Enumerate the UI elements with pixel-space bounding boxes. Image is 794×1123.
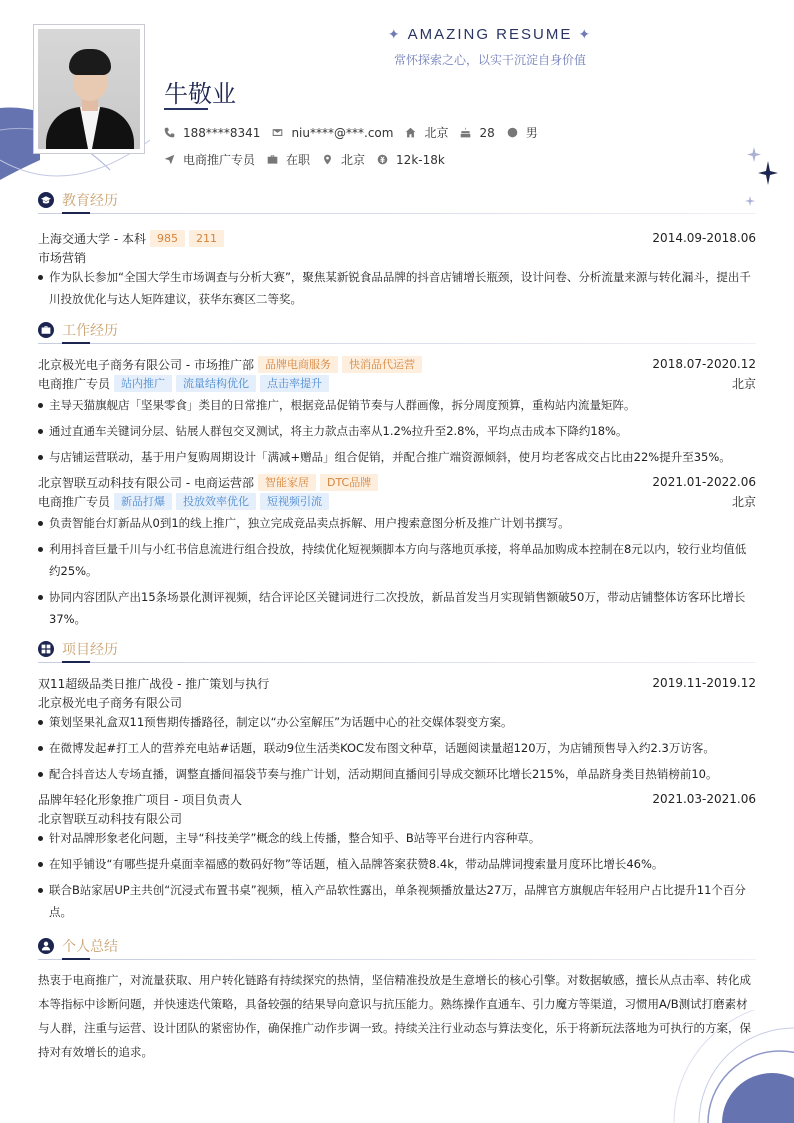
project-bullets [38, 711, 756, 785]
list-item: 策划坚果礼盒双11预售期传播路径，制定以“办公室解压”为话题中心的社交媒体裂变方案。 [38, 711, 756, 733]
person-icon [38, 938, 54, 954]
hometown-info: 北京 [405, 124, 448, 141]
resume-banner [380, 26, 600, 68]
work-entry [38, 472, 756, 630]
home-icon [405, 127, 416, 138]
section-title-summary: 个人总结 [62, 939, 118, 955]
company-tag: 快消品代运营 [342, 356, 422, 373]
expected-salary-info: 12k-18k [377, 153, 445, 167]
grid-icon [38, 641, 54, 657]
school-tag: 211 [189, 230, 224, 247]
section-divider [38, 212, 756, 216]
job-intent-row [164, 151, 457, 168]
list-item: 利用抖音巨量千川与小红书信息流进行组合投放，持续优化短视频脚本方向与落地页承接，将单品加购成本控制在8元以内，较行业均值低约25%。 [38, 538, 756, 582]
section-divider [38, 661, 756, 665]
list-item: 配合抖音达人专场直播，调整直播间福袋节奏与推广计划，活动期间直播间引导成交额环比增长215%，单品跻身类目热销榜前10。 [38, 763, 756, 785]
briefcase-icon [38, 322, 54, 338]
cake-icon [460, 127, 471, 138]
education-bullets [38, 266, 756, 310]
work-bullets [38, 512, 756, 630]
work-date: 2018.07-2020.12 [652, 357, 756, 371]
list-item: 联合B站家居UP主共创“沉浸式布置书桌”视频，植入产品软性露出，单条视频播放量达27万，品牌官方旗舰店年轻用户占比提升11个百分点。 [38, 879, 756, 923]
location-pin-icon [322, 154, 333, 165]
job-status-info: 在职 [267, 151, 310, 168]
major: 市场营销 [38, 250, 87, 265]
job-role: 电商推广专员 [38, 376, 111, 391]
banner-title: AMAZING RESUME [407, 26, 573, 43]
skill-tag: 新品打爆 [114, 493, 172, 510]
list-item: 协同内容团队产出15条场景化测评视频，结合评论区关键词进行二次投放，新品首发当月实现销售额破50万，带动店铺整体访客环比增长37%。 [38, 586, 756, 630]
project-date: 2019.11-2019.12 [652, 676, 756, 690]
list-item: 作为队长参加“全国大学生市场调查与分析大赛”，聚焦某新锐食品品牌的抖音店铺增长瓶颈，设计问卷、分析流量来源与转化漏斗，提出千川投放优化与达人矩阵建议，获华东赛区二等奖。 [38, 266, 756, 310]
company-tag: 智能家居 [258, 474, 316, 491]
project-entry [38, 673, 756, 785]
project-entry [38, 789, 756, 923]
work-entry [38, 354, 756, 468]
project-company: 北京智联互动科技有限公司 [38, 811, 183, 826]
school-name: 上海交通大学 - 本科 [38, 231, 146, 246]
send-icon [164, 154, 175, 165]
skill-tag: 点击率提升 [260, 375, 329, 392]
project-company: 北京极光电子商务有限公司 [38, 695, 183, 710]
gender-icon [507, 127, 518, 138]
project-bullets [38, 827, 756, 923]
project-name: 品牌年轻化形象推广项目 - 项目负责人 [38, 792, 242, 807]
company-name: 北京智联互动科技有限公司 - 电商运营部 [38, 475, 254, 490]
list-item: 通过直通车关键词分层、钻展人群包交叉测试，将主力款点击率从1.2%拉升至2.8%，平均点击成本下降约18%。 [38, 420, 756, 442]
phone-icon [164, 127, 175, 138]
section-divider [38, 958, 756, 962]
education-section [38, 190, 756, 314]
work-city: 北京 [731, 376, 756, 391]
email-info: niu****@***.com [272, 126, 393, 140]
age-info: 28 [460, 126, 494, 140]
company-tag: DTC品牌 [320, 474, 378, 491]
work-bullets [38, 394, 756, 468]
company-name: 北京极光电子商务有限公司 - 市场推广部 [38, 357, 254, 372]
project-date: 2021.03-2021.06 [652, 792, 756, 806]
work-date: 2021.01-2022.06 [652, 475, 756, 489]
target-city-info: 北京 [322, 151, 365, 168]
profile-photo-frame [33, 24, 145, 154]
projects-section [38, 639, 756, 927]
gender-info: 男 [507, 124, 538, 141]
company-tag: 品牌电商服务 [258, 356, 338, 373]
job-role: 电商推广专员 [38, 494, 111, 509]
summary-section [38, 936, 756, 1064]
list-item: 与店铺运营联动，基于用户复购周期设计「满减+赠品」组合促销，并配合推广端资源倾斜，使月均老客成交占比由22%提升至35%。 [38, 446, 756, 468]
education-entry-header [38, 228, 756, 248]
education-date: 2014.09-2018.06 [652, 231, 756, 245]
section-title-projects: 项目经历 [62, 642, 118, 658]
project-name: 双11超级品类日推广战役 - 推广策划与执行 [38, 676, 270, 691]
list-item: 针对品牌形象老化问题，主导“科技美学”概念的线上传播，整合知乎、B站等平台进行内容种草。 [38, 827, 756, 849]
section-title-work: 工作经历 [62, 323, 118, 339]
sparkle-icon: ✦ [387, 26, 402, 42]
list-item: 负责智能台灯新品从0到1的线上推广，独立完成竞品卖点拆解、用户搜索意图分析及推广计划书撰写。 [38, 512, 756, 534]
candidate-name: 牛敬业 [164, 80, 236, 108]
work-city: 北京 [731, 494, 756, 509]
sparkle-icon: ✦ [578, 26, 593, 42]
summary-text: 热衷于电商推广，对流量获取、用户转化链路有持续探究的热情，坚信精准投放是生意增长的核心引擎。对数据敏感，擅长从点击率、转化成本等指标中诊断问题，并快速迭代策略，具备较强的结果导向意识与抗压能力。熟练操作直通车、引力魔方等渠道，习惯用A/B测试打磨素材与人群，注重与运营、设计团队的紧密协作，确保推广动作步调一致。持续关注行业动态与算法变化，乐于将新玩法落地为可执行的方案，保持对有效增长的追求。 [38, 973, 751, 1059]
target-position-info: 电商推广专员 [164, 151, 255, 168]
skill-tag: 流量结构优化 [176, 375, 256, 392]
graduation-cap-icon [38, 192, 54, 208]
school-tag: 985 [150, 230, 185, 247]
list-item: 在微博发起#打工人的营养充电站#话题，联动9位生活类KOC发布图文种草，话题阅读量超120万，为店铺预售导入约2.3万访客。 [38, 737, 756, 759]
banner-subtitle: 常怀探索之心，以实干沉淀自身价值 [393, 53, 586, 67]
skill-tag: 站内推广 [114, 375, 172, 392]
skill-tag: 投放效率优化 [176, 493, 256, 510]
phone-info: 188****8341 [164, 126, 260, 140]
list-item: 主导天猫旗舰店「坚果零食」类目的日常推广，根据竞品促销节奏与人群画像，拆分周度预算，重构站内流量矩阵。 [38, 394, 756, 416]
name-underline [164, 108, 208, 110]
profile-photo [38, 29, 140, 149]
salary-icon [377, 154, 388, 165]
section-title-education: 教育经历 [62, 193, 118, 209]
section-divider [38, 342, 756, 346]
work-section [38, 320, 756, 634]
briefcase-icon [267, 154, 278, 165]
list-item: 在知乎铺设“有哪些提升桌面幸福感的数码好物”等话题，植入品牌答案获赞8.4k，带动品牌词搜索量月度环比增长46%。 [38, 853, 756, 875]
contact-info-row [164, 124, 550, 141]
skill-tag: 短视频引流 [260, 493, 329, 510]
mail-icon [272, 127, 283, 138]
